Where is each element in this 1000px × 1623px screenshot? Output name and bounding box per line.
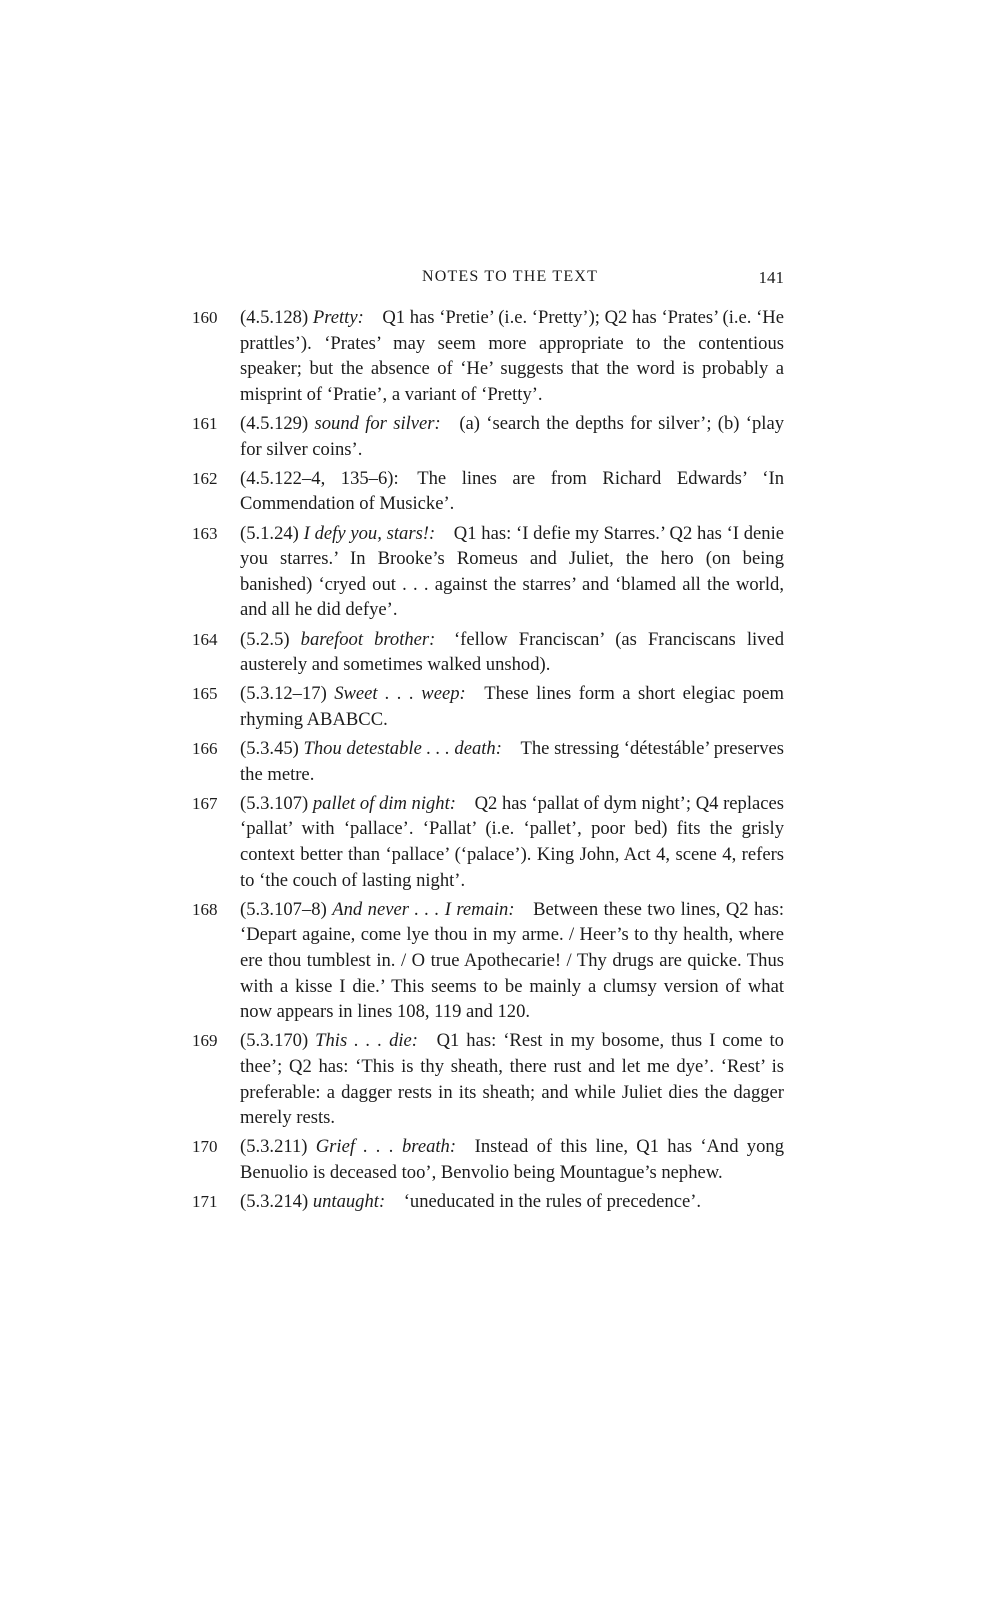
- note-reference: (5.3.12–17): [240, 683, 327, 705]
- note-reference: (5.3.211): [240, 1136, 308, 1158]
- note-entry: [192, 627, 784, 678]
- note-number: 165: [192, 684, 218, 704]
- note-number: 166: [192, 739, 218, 759]
- note-entry: [192, 736, 784, 787]
- running-title: NOTES TO THE TEXT: [421, 268, 599, 285]
- note-reference: (5.3.107): [240, 792, 309, 814]
- note-reference: (4.5.128): [240, 307, 309, 328]
- note-reference: (4.5.122–4, 135–6):: [240, 467, 399, 489]
- note-number: 160: [192, 308, 218, 327]
- note-number: 168: [192, 899, 218, 919]
- note-entry: [192, 466, 784, 517]
- note-lemma: I defy you, stars!:: [303, 522, 436, 544]
- note-number: 163: [192, 523, 218, 543]
- note-reference: (5.2.5): [240, 628, 290, 650]
- note-number: 169: [192, 1031, 218, 1051]
- note-lemma: pallet of dim night:: [312, 792, 456, 814]
- note-number: 167: [192, 793, 218, 813]
- note-entry: [192, 521, 784, 623]
- note-lemma: Sweet . . . weep:: [334, 683, 466, 705]
- note-entry: [192, 1134, 784, 1185]
- notes-list: [192, 305, 784, 1218]
- note-lemma: Thou detestable . . . death:: [303, 738, 502, 760]
- note-lemma: barefoot brother:: [300, 628, 436, 650]
- note-number: 161: [192, 413, 218, 433]
- note-lemma: sound for silver:: [314, 412, 441, 434]
- note-text: ‘uneducated in the rules of precedence’.: [403, 1191, 702, 1213]
- note-text: These lines form a short elegiac poem rhyming ABABCC.: [240, 683, 784, 730]
- note-reference: (4.5.129): [240, 412, 309, 434]
- note-number: 171: [192, 1192, 218, 1212]
- page-number: 141: [758, 268, 784, 287]
- note-reference: (5.3.170): [240, 1030, 309, 1052]
- note-text: Between these two lines, Q2 has: ‘Depart againe, come lye thou in my arme. / Heer’s to thy health, where ere thou tumblest in. / O true Apothecarie! / Thy drugs are quicke. Thus with a kisse I die.’ This seems to be mainly a clumsy version of what now appears in lines 108, 119 and 120.: [240, 898, 784, 1023]
- note-lemma: Pretty:: [312, 307, 364, 328]
- note-text: Q1 has: ‘I defie my Starres.’ Q2 has ‘I denie you starres.’ In Brooke’s Romeus and Juliet, the hero (on being banished) ‘cryed out . . . against the starres’ and ‘blamed all the world, and all he did defye’.: [240, 522, 784, 621]
- note-reference: (5.3.45): [240, 738, 299, 760]
- note-lemma: And never . . . I remain:: [332, 898, 515, 920]
- note-number: 170: [192, 1137, 218, 1157]
- note-text: Instead of this line, Q1 has ‘And yong Benuolio is deceased too’, Benvolio being Mountague’s nephew.: [240, 1136, 784, 1183]
- note-text: (a) ‘search the depths for silver’; (b) ‘play for silver coins’.: [240, 412, 784, 460]
- note-lemma: This . . . die:: [315, 1030, 418, 1052]
- note-text: Q2 has ‘pallat of dym night’; Q4 replaces ‘pallat’ with ‘pallace’. ‘Pallat’ (i.e. ‘pallet’, poor bed) fits the grisly context better than ‘pallace’ (‘palace’). King John, Act 4, scene 4, refers to ‘the couch of lasting night’.: [240, 792, 784, 891]
- note-entry: [192, 411, 784, 462]
- note-reference: (5.3.214): [240, 1191, 309, 1213]
- note-number: 162: [192, 468, 218, 488]
- note-number: 164: [192, 629, 218, 649]
- note-reference: (5.3.107–8): [240, 898, 327, 920]
- note-entry: [192, 1189, 784, 1215]
- note-lemma: Grief . . . breath:: [315, 1136, 457, 1158]
- note-reference: (5.1.24): [240, 522, 299, 544]
- note-text: The stressing ‘détestáble’ preserves the metre.: [240, 738, 785, 785]
- note-entry: [192, 305, 784, 407]
- note-entry: [192, 897, 784, 1025]
- note-text: The lines are from Richard Edwards’ ‘In Commendation of Musicke’.: [240, 467, 784, 515]
- note-entry: [192, 1028, 784, 1130]
- note-text: Q1 has: ‘Rest in my bosome, thus I come to thee’; Q2 has: ‘This is thy sheath, there rust and let me dye’. ‘Rest’ is preferable: a dagger rests in its sheath; and while Juliet dies the dagger merely rests.: [240, 1030, 784, 1129]
- note-entry: [192, 681, 784, 732]
- note-text: Q1 has ‘Pretie’ (i.e. ‘Pretty’); Q2 has ‘Prates’ (i.e. ‘He prattles’). ‘Prates’ may seem more appropriate to the contentious speaker; but the absence of ‘He’ suggests that the word is probably a misprint of ‘Pratie’, a variant of ‘Pretty’.: [240, 307, 784, 405]
- note-lemma: untaught:: [312, 1191, 386, 1213]
- note-text: ‘fellow Franciscan’ (as Franciscans lived austerely and sometimes walked unshod).: [240, 628, 785, 676]
- page-header: [236, 268, 784, 292]
- note-entry: [192, 791, 784, 893]
